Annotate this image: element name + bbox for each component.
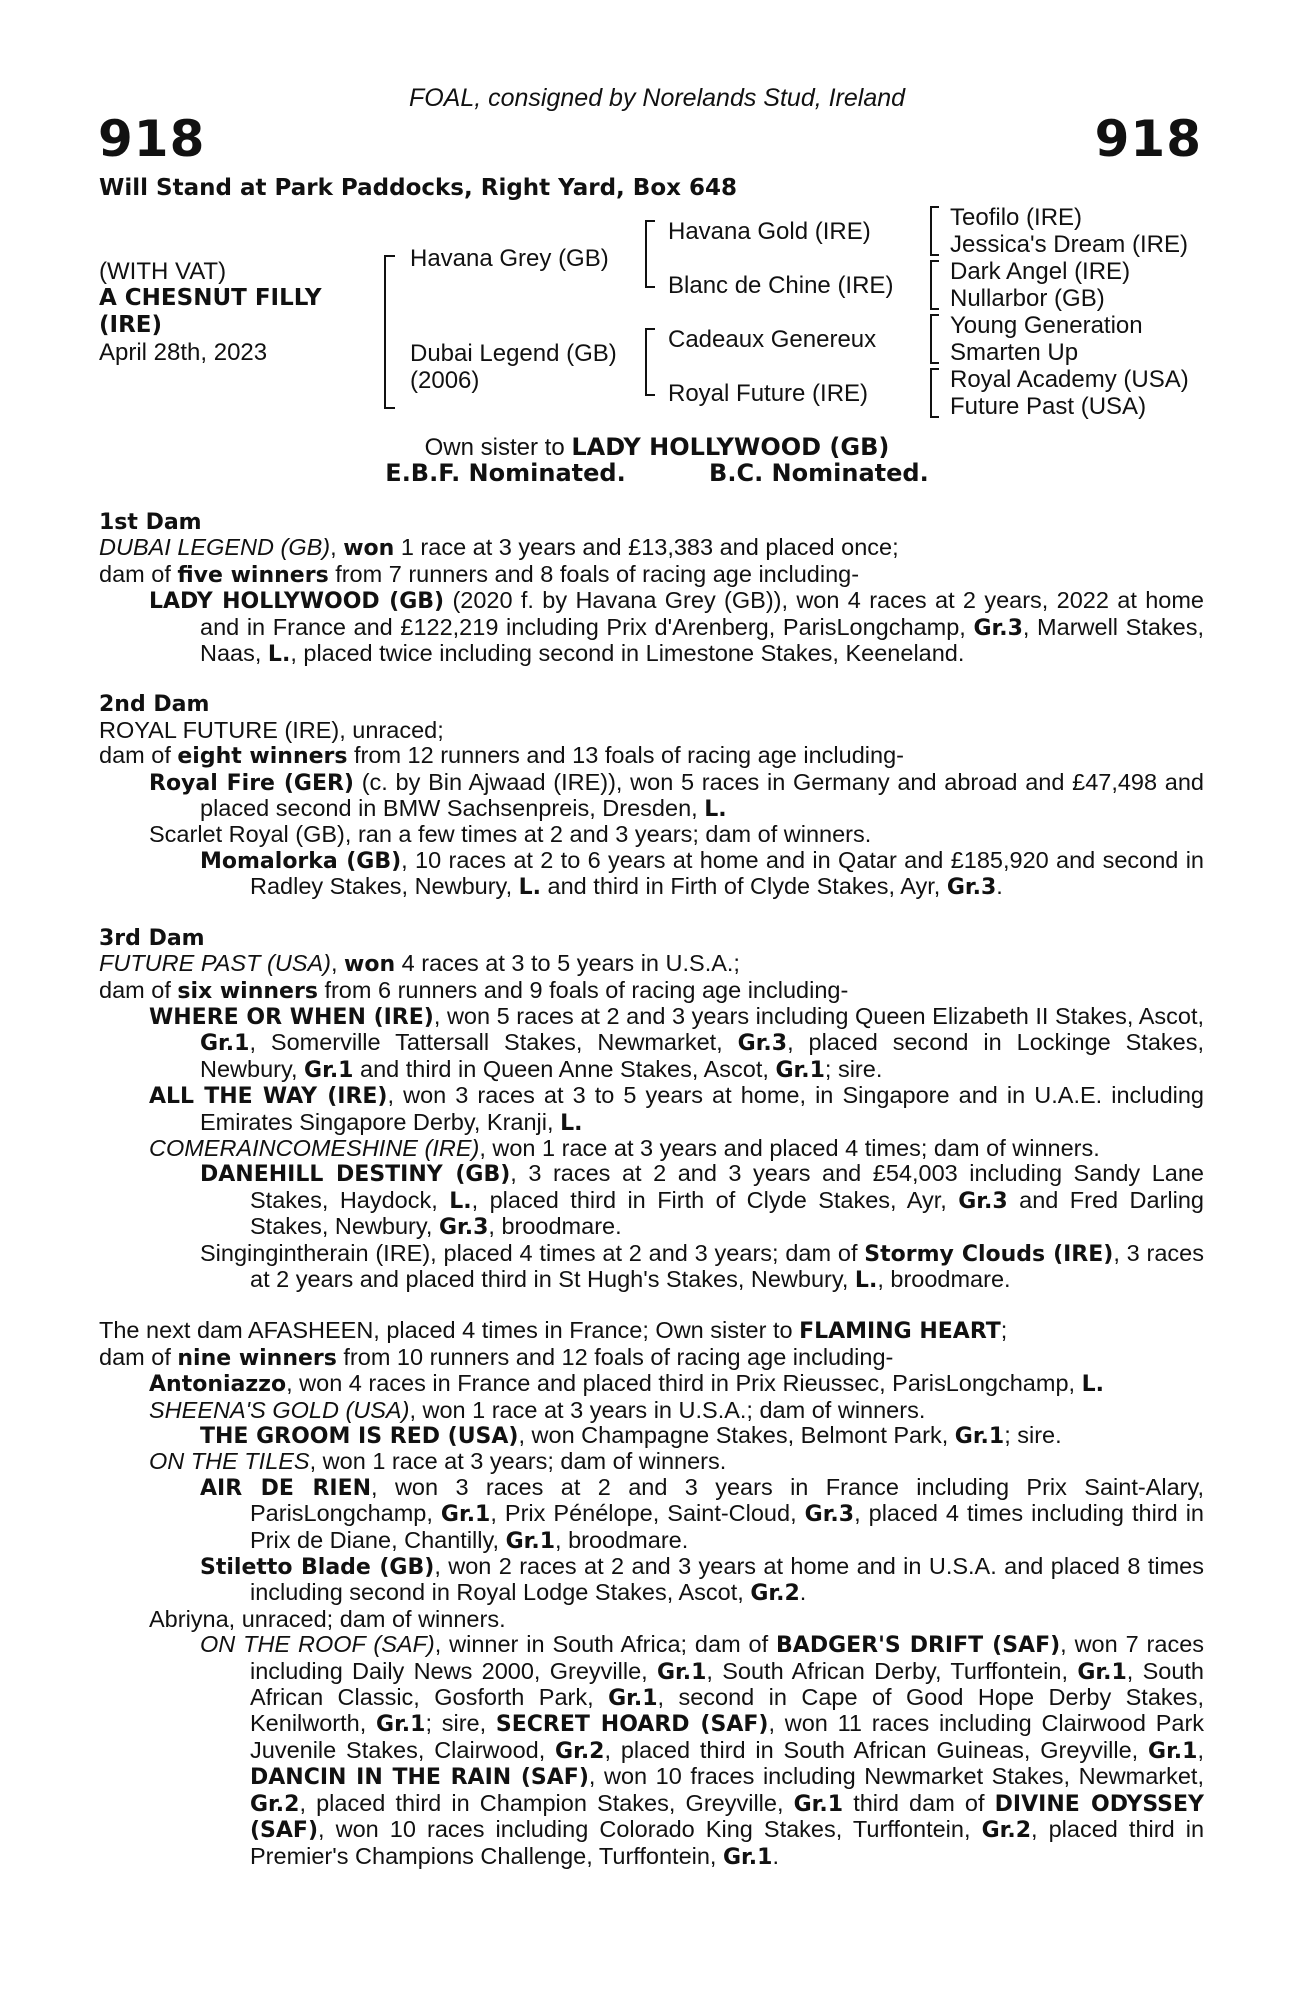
nominations: [0, 460, 1314, 487]
pedigree-brace-sire-line: [645, 220, 655, 288]
pedigree-sire-sire: Havana Gold (IRE): [668, 218, 871, 245]
pedigree-g3-7: Royal Academy (USA): [950, 366, 1189, 393]
subject-name: A CHESNUT FILLY: [99, 285, 322, 311]
stand-location: Will Stand at Park Paddocks, Right Yard, Box 648: [99, 175, 737, 201]
pedigree-brace-g3-1: [930, 206, 939, 256]
produce-air-de-rien: AIR DE RIEN, won 3 races at 2 and 3 years in France including Prix Saint-Alary, ParisLongchamp, Gr.1, Prix Pénélope, Saint-Cloud, Gr.3, placed 4 times including third in Prix de Diane, Chantilly, Gr.1, broodmare.: [200, 1473, 1205, 1554]
produce-all-the-way: ALL THE WAY (IRE), won 3 races at 3 to 5 years at home, in Singapore and in U.A.E. including Emirates Singapore Derby, Kranji, L.: [149, 1082, 1205, 1136]
pedigree-dam-sire: Cadeaux Genereux: [668, 326, 877, 353]
vat-note: (WITH VAT): [99, 258, 227, 285]
pedigree-g3-8: Future Past (USA): [950, 393, 1147, 420]
lot-number-left: 918: [98, 110, 206, 168]
ebf-nominated: E.B.F. Nominated.: [385, 459, 626, 487]
pedigree-dam-dam: Royal Future (IRE): [668, 380, 869, 407]
second-dam-produce: dam of eight winners from 12 runners and 13 foals of racing age including-: [99, 742, 904, 770]
pedigree-g3-4: Nullarbor (GB): [950, 285, 1105, 312]
own-sister-name: LADY HOLLYWOOD (GB): [571, 433, 890, 461]
produce-momalorka: Momalorka (GB), 10 races at 2 to 6 years at home and in Qatar and £185,920 and second in Radley Stakes, Newbury, L. and third in Firth of Clyde Stakes, Ayr, Gr.3.: [200, 846, 1204, 901]
produce-singingintherain: Singingintherain (IRE), placed 4 times at 2 and 3 years; dam of Stormy Clouds (IRE), 3 races at 2 years and placed third in St Hugh's Stakes, Newbury, L., broodmare.: [200, 1239, 1205, 1293]
pedigree-brace-parents: [384, 255, 395, 409]
produce-antoniazzo: Antoniazzo, won 4 races in France and placed third in Prix Rieussec, ParisLongchamp, L.: [149, 1370, 1104, 1398]
produce-comeraincomeshine: COMERAINCOMESHINE (IRE), won 1 race at 3 years and placed 4 times; dam of winners.: [149, 1134, 1100, 1161]
pedigree-g3-5: Young Generation: [950, 312, 1143, 339]
produce-sheenas-gold: SHEENA'S GOLD (USA), won 1 race at 3 years in U.S.A.; dam of winners.: [149, 1396, 926, 1423]
next-dam-line: The next dam AFASHEEN, placed 4 times in France; Own sister to FLAMING HEART;: [99, 1317, 1008, 1345]
pedigree-sire: Havana Grey (GB): [410, 245, 609, 272]
produce-the-groom-is-red: THE GROOM IS RED (USA), won Champagne Stakes, Belmont Park, Gr.1; sire.: [200, 1422, 1062, 1449]
pedigree-brace-g3-3: [930, 314, 939, 364]
pedigree-g3-3: Dark Angel (IRE): [950, 258, 1131, 285]
subject-name-country: (IRE): [99, 312, 163, 338]
produce-stiletto-blade: Stiletto Blade (GB), won 2 races at 2 and 3 years at home and in U.S.A. and placed 8 times including second in Royal Lodge Stakes, Ascot, Gr.2.: [200, 1553, 1204, 1607]
pedigree-brace-dam-line: [645, 328, 655, 396]
second-dam-heading: 2nd Dam: [99, 692, 210, 718]
dam-pages: [99, 510, 1204, 1870]
foaling-date: April 28th, 2023: [99, 339, 268, 366]
pedigree-brace-g3-2: [930, 260, 939, 310]
produce-on-the-roof: ON THE ROOF (SAF), winner in South Africa; dam of BADGER'S DRIFT (SAF), won 7 races including Daily News 2000, Greyville, Gr.1, South African Derby, Turffontein, Gr.1, South African Classic, Gosforth Park, Gr.1, second in Cape of Good Hope Derby Stakes, Kenilworth, Gr.1; sire, SECRET HOARD (SAF), won 11 races including Clairwood Park Juvenile Stakes, Clairwood, Gr.2, placed third in South African Guineas, Greyville, Gr.1, DANCIN IN THE RAIN (SAF), won 10 fraces including Newmarket Stakes, Newmarket, Gr.2, placed third in Champion Stakes, Greyville, Gr.1 third dam of DIVINE ODYSSEY (SAF), won 10 races including Colorado King Stakes, Turffontein, Gr.2, placed third in Premier's Champions Challenge, Turffontein, Gr.1.: [200, 1631, 1205, 1870]
pedigree-dam: Dubai Legend (GB): [410, 340, 617, 367]
produce-royal-fire: Royal Fire (GER) (c. by Bin Ajwaad (IRE)), won 5 races in Germany and abroad and £47,498 and placed second in BMW Sachsenpreis, Dresden, L.: [149, 768, 1205, 823]
bc-nominated: B.C. Nominated.: [709, 459, 929, 487]
consignor-line: FOAL, consigned by Norelands Stud, Ireland: [408, 84, 906, 112]
third-dam-produce: dam of six winners from 6 runners and 9 foals of racing age including-: [99, 976, 849, 1004]
produce-abriyna: Abriyna, unraced; dam of winners.: [149, 1605, 506, 1632]
pedigree-brace-g3-4: [930, 368, 939, 418]
first-dam-line: DUBAI LEGEND (GB), won 1 race at 3 years and £13,383 and placed once;: [99, 534, 899, 562]
produce-lady-hollywood: LADY HOLLYWOOD (GB) (2020 f. by Havana Grey (GB)), won 4 races at 2 years, 2022 at home and in France and £122,219 including Prix d'Arenberg, ParisLongchamp, Gr.3, Marwell Stakes, Naas, L., placed twice including second in Limestone Stakes, Keeneland.: [149, 587, 1205, 668]
pedigree-g3-1: Teofilo (IRE): [950, 204, 1083, 231]
third-dam-line: FUTURE PAST (USA), won 4 races at 3 to 5 years in U.S.A.;: [99, 950, 740, 978]
pedigree-g3-6: Smarten Up: [950, 339, 1079, 366]
first-dam-heading: 1st Dam: [99, 510, 202, 535]
subject-block: [99, 258, 379, 366]
second-dam-line: ROYAL FUTURE (IRE), unraced;: [99, 716, 444, 743]
first-dam-produce: dam of five winners from 7 runners and 8 foals of racing age including-: [99, 560, 860, 588]
produce-scarlet-royal: Scarlet Royal (GB), ran a few times at 2 and 3 years; dam of winners.: [149, 821, 872, 848]
produce-danehill-destiny: DANEHILL DESTINY (GB), 3 races at 2 and 3 years and £54,003 including Sandy Lane Stakes, Haydock, L., placed third in Firth of Clyde Stakes, Ayr, Gr.3 and Fred Darling Stakes, Newbury, Gr.3, broodmare.: [200, 1160, 1205, 1241]
pedigree-g3-2: Jessica's Dream (IRE): [950, 231, 1188, 258]
own-sister-note: Own sister to LADY HOLLYWOOD (GB): [424, 433, 890, 461]
produce-where-or-when: WHERE OR WHEN (IRE), won 5 races at 2 and 3 years including Queen Elizabeth II Stakes, Ascot, Gr.1, Somerville Tattersall Stakes, Newmarket, Gr.3, placed second in Lockinge Stakes, Newbury, Gr.1 and third in Queen Anne Stakes, Ascot, Gr.1; sire.: [149, 1002, 1205, 1083]
third-dam-heading: 3rd Dam: [99, 925, 205, 951]
pedigree-dam-year: (2006): [410, 367, 480, 394]
next-dam-produce: dam of nine winners from 10 runners and 12 foals of racing age including-: [99, 1343, 894, 1371]
lot-number-right: 918: [1094, 110, 1202, 168]
produce-on-the-tiles: ON THE TILES, won 1 race at 3 years; dam of winners.: [149, 1448, 727, 1475]
pedigree-sire-dam: Blanc de Chine (IRE): [668, 272, 894, 299]
